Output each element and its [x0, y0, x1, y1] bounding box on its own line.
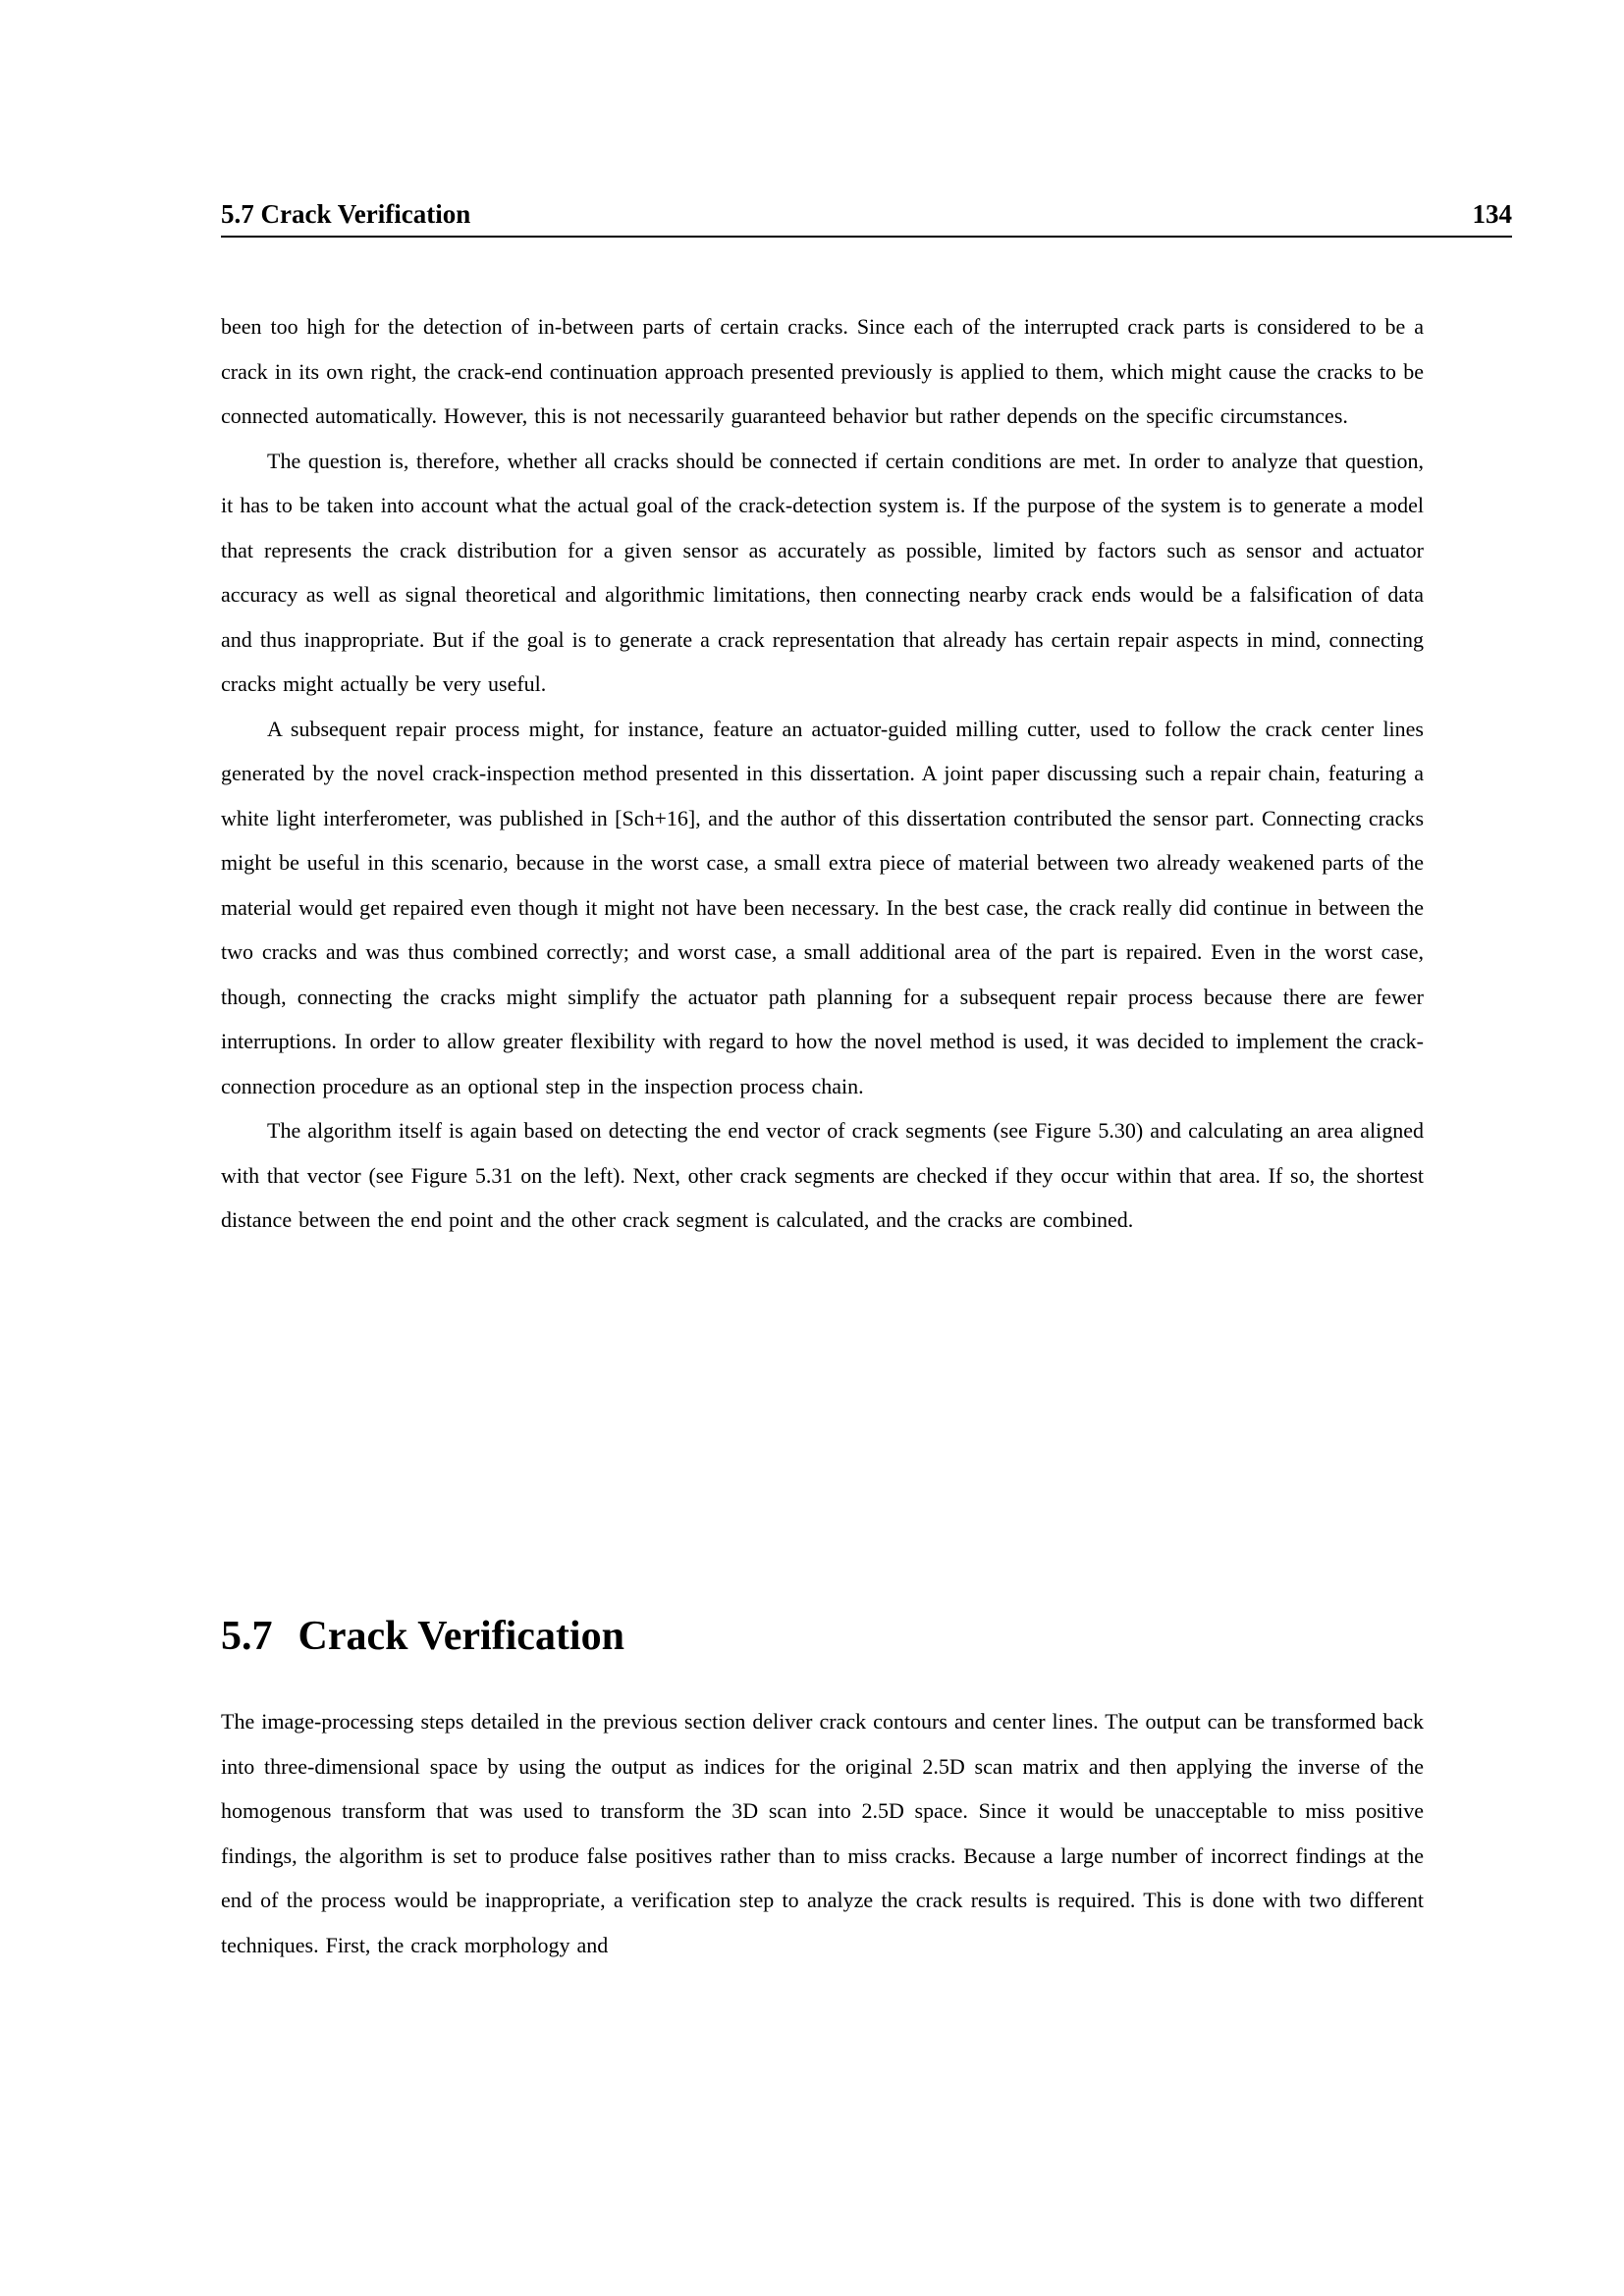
running-header-section-label: 5.7 Crack Verification — [221, 199, 471, 229]
body-paragraph: been too high for the detection of in-between parts of certain cracks. Since each of the interrupted crack parts is considered to be a crack in its own right, the crack-end continuation approach presented previously is applied to them, which might cause the cracks to be connected automatically. However, this is not necessarily guaranteed behavior but rather depends on the specific circumstances. — [221, 314, 1424, 428]
body-paragraph: The image-processing steps detailed in the previous section deliver crack contours and center lines. The output can be transformed back into three-dimensional space by using the output as indices for the original 2.5D scan matrix and then applying the inverse of the homogenous transform that was used to transform the 3D scan into 2.5D space. Since it would be unacceptable to miss positive findings, the algorithm is set to produce false positives rather than to miss cracks. Because a large number of incorrect findings at the end of the process would be inappropriate, a verification step to analyze the crack results is required. This is done with two different techniques. First, the crack morphology and — [221, 1709, 1424, 1957]
header-rule — [221, 236, 1512, 238]
section-heading — [221, 1614, 624, 1659]
section-number: 5.7 — [221, 1614, 273, 1659]
body-paragraph: A subsequent repair process might, for instance, feature an actuator-guided milling cutter, used to follow the crack center lines generated by the novel crack-inspection method presented in this dissertation. A joint paper discussing such a repair chain, featuring a white light interferometer, was published in [Sch+16], and the author of this dissertation contributed the sensor part. Connecting cracks might be useful in this scenario, because in the worst case, a small extra piece of material between two already weakened parts of the material would get repaired even though it might not have been necessary. In the best case, the crack really did continue in between the two cracks and was thus combined correctly; and worst case, a small additional area of the part is repaired. Even in the worst case, though, connecting the cracks might simplify the actuator path planning for a subsequent repair process because there are fewer interruptions. In order to allow greater flexibility with regard to how the novel method is used, it was decided to implement the crack-connection procedure as an optional step in the inspection process chain. — [221, 716, 1424, 1098]
body-paragraph: The question is, therefore, whether all cracks should be connected if certain conditions are met. In order to analyze that question, it has to be taken into account what the actual goal of the crack-detection system is. If the purpose of the system is to generate a model that represents the crack distribution for a given sensor as accurately as possible, limited by factors such as sensor and actuator accuracy as well as signal theoretical and algorithmic limitations, then connecting nearby crack ends would be a falsification of data and thus inappropriate. But if the goal is to generate a crack representation that already has certain repair aspects in mind, connecting cracks might actually be very useful. — [221, 448, 1424, 696]
running-header-page-number: 134 — [1472, 199, 1512, 229]
body-text-block-after-heading — [221, 1699, 1424, 1967]
body-paragraph: The algorithm itself is again based on detecting the end vector of crack segments (see Figure 5.30) and calculating an area aligned with that vector (see Figure 5.31 on the left). Next, other crack segments are checked if they occur within that area. If so, the shortest distance between the end point and the other crack segment is calculated, and the cracks are combined. — [221, 1118, 1424, 1232]
section-title: Crack Verification — [298, 1614, 624, 1659]
body-text-block — [221, 304, 1424, 1243]
